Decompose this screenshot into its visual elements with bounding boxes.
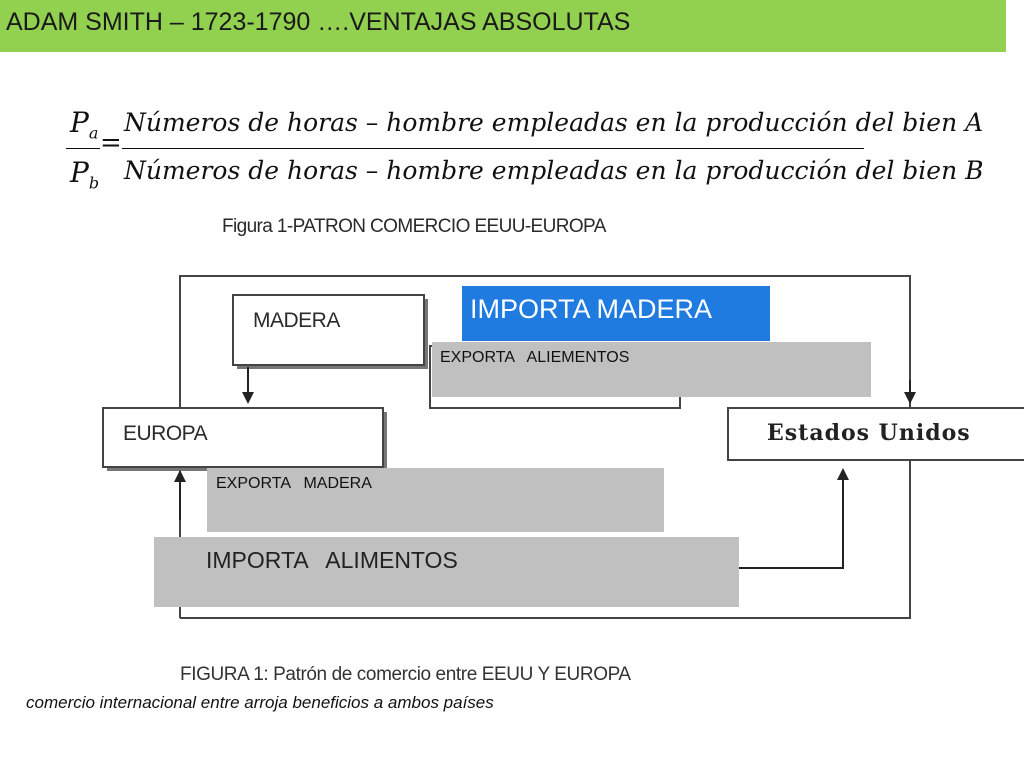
alimentos-to-eeuu-arrow — [738, 474, 843, 568]
formula-numerator: Números de horas – hombre empleadas en la producción del bien A — [124, 108, 984, 137]
page-title: ADAM SMITH – 1723-1790 ….VENTAJAS ABSOLUTAS — [6, 8, 631, 36]
europa-label: EUROPA — [123, 422, 208, 445]
exporta-madera-label: EXPORTA MADERA — [216, 475, 372, 492]
figure-caption: FIGURA 1: Patrón de comercio entre EEUU Y EUROPA — [180, 664, 631, 685]
formula-denominator: Números de horas – hombre empleadas en la producción del bien B — [124, 156, 984, 185]
figure-title: Figura 1-PATRON COMERCIO EEUU-EUROPA — [222, 216, 606, 237]
price-b-symbol: $P_b$ — [70, 156, 100, 193]
importa-madera-box — [462, 286, 770, 341]
equals-sign: = — [100, 128, 122, 158]
importa-alimentos-label: IMPORTA ALIMENTOS — [206, 547, 458, 573]
importa-madera-label: IMPORTA MADERA — [470, 294, 713, 324]
exporta-madera-box — [207, 468, 664, 532]
importa-alimentos-box — [154, 537, 739, 607]
estados-unidos-label: Estados Unidos — [767, 420, 971, 446]
exporta-alimentos-box — [432, 342, 871, 397]
exporta-alimentos-label: EXPORTA ALIEMENTOS — [440, 349, 630, 366]
footer-note: comercio internacional entre arroja beneficios a ambos países — [26, 693, 494, 712]
madera-label: MADERA — [253, 309, 340, 332]
price-a-symbol: $P_a$ — [70, 106, 99, 143]
